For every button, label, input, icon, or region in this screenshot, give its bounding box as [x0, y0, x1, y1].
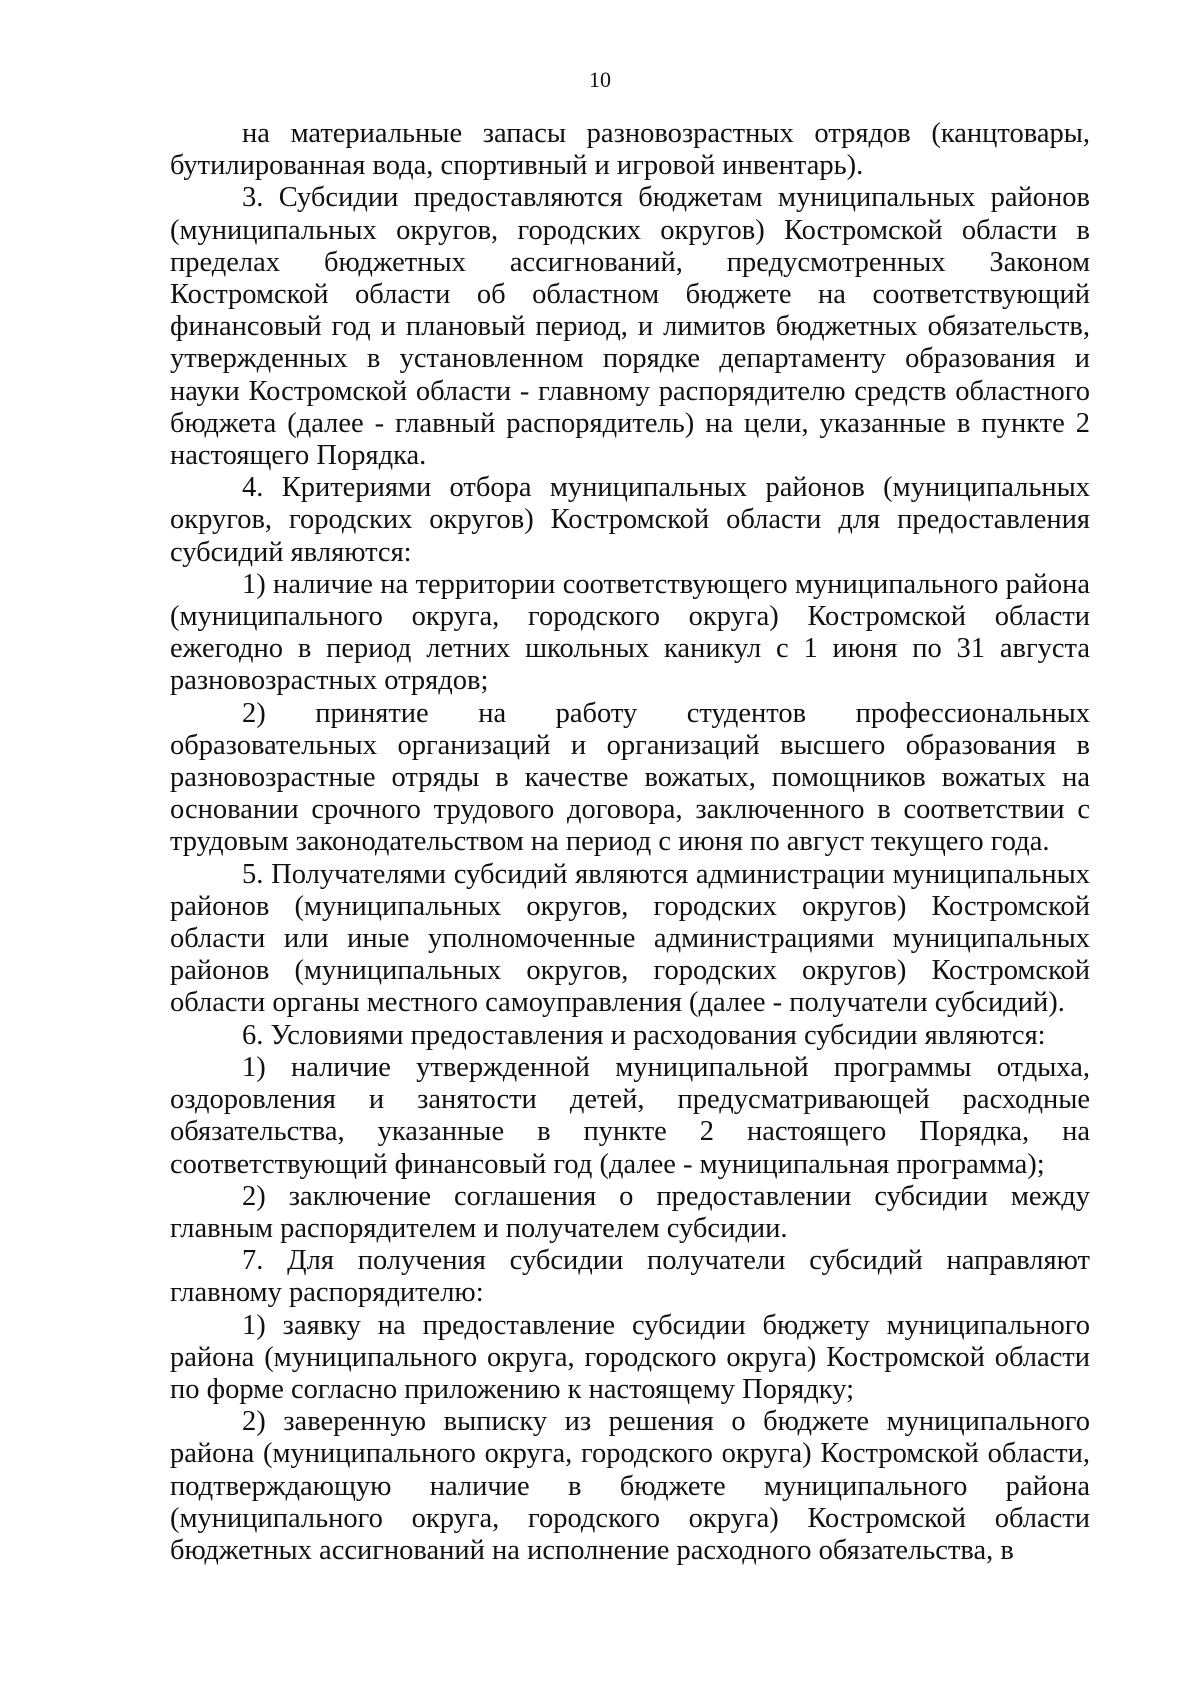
paragraph-item-7: 7. Для получения субсидии получатели субсидий направляют главному распорядителю:: [170, 1245, 1090, 1309]
paragraph-item-6: 6. Условиями предоставления и расходования субсидии являются:: [242, 1019, 1046, 1051]
paragraph-condition-1: 1) наличие утвержденной муниципальной программы отдыха, оздоровления и занятости детей, предусматривающей расходные обязательства, указанные в пункте 2 настоящего Порядка, на соответствующий финансовый год (далее - муниципальная программа);: [170, 1051, 1090, 1180]
paragraph-condition-2: 2) заключение соглашения о предоставлении субсидии между главным распорядителем и получателем субсидии.: [170, 1180, 1090, 1244]
paragraph-continuation: на материальные запасы разновозрастных отрядов (канцтовары, бутилированная вода, спортивный и игровой инвентарь).: [170, 118, 1090, 182]
paragraph-item-4: 4. Критериями отбора муниципальных районов (муниципальных округов, городских округов) Костромской области для предоставления субсидий являются:: [170, 472, 1090, 568]
paragraph-criterion-1: 1) наличие на территории соответствующего муниципального района (муниципального округа, городского округа) Костромской области ежегодно в период летних школьных каникул с 1 июня по 31 августа разновозрастных отрядов;: [170, 568, 1090, 697]
paragraph-document-1: 1) заявку на предоставление субсидии бюджету муниципального района (муниципального округа, городского округа) Костромской области по форме согласно приложению к настоящему Порядку;: [170, 1309, 1090, 1405]
document-body: [170, 118, 1090, 1567]
paragraph-item-3: 3. Субсидии предоставляются бюджетам муниципальных районов (муниципальных округов, городских округов) Костромской области в пределах бюджетных ассигнований, предусмотренных Законом Костромской области об областном бюджете на соответствующий финансовый год и плановый период, и лимитов бюджетных обязательств, утвержденных в установленном порядке департаменту образования и науки Костромской области - главному распорядителю средств областного бюджета (далее - главный распорядитель) на цели, указанные в пункте 2 настоящего Порядка.: [170, 182, 1090, 472]
paragraph-document-2: 2) заверенную выписку из решения о бюджете муниципального района (муниципального округа, городского округа) Костромской области, подтверждающую наличие в бюджете муниципального района (муниципального округа, городского округа) Костромской области бюджетных ассигнований на исполнение расходного обязательства, в: [170, 1406, 1090, 1566]
page-number: 10: [589, 67, 611, 92]
paragraph-criterion-2: 2) принятие на работу студентов профессиональных образовательных организаций и организаций высшего образования в разновозрастные отряды в качестве вожатых, помощников вожатых на основании срочного трудового договора, заключенного в соответствии с трудовым законодательством на период с июня по август текущего года.: [170, 697, 1090, 858]
paragraph-item-5: 5. Получателями субсидий являются администрации муниципальных районов (муниципальных округов, городских округов) Костромской области или иные уполномоченные администрациями муниципальных районов (муниципальных округов, городских округов) Костромской области органы местного самоуправления (далее - получатели субсидий).: [170, 858, 1090, 1019]
